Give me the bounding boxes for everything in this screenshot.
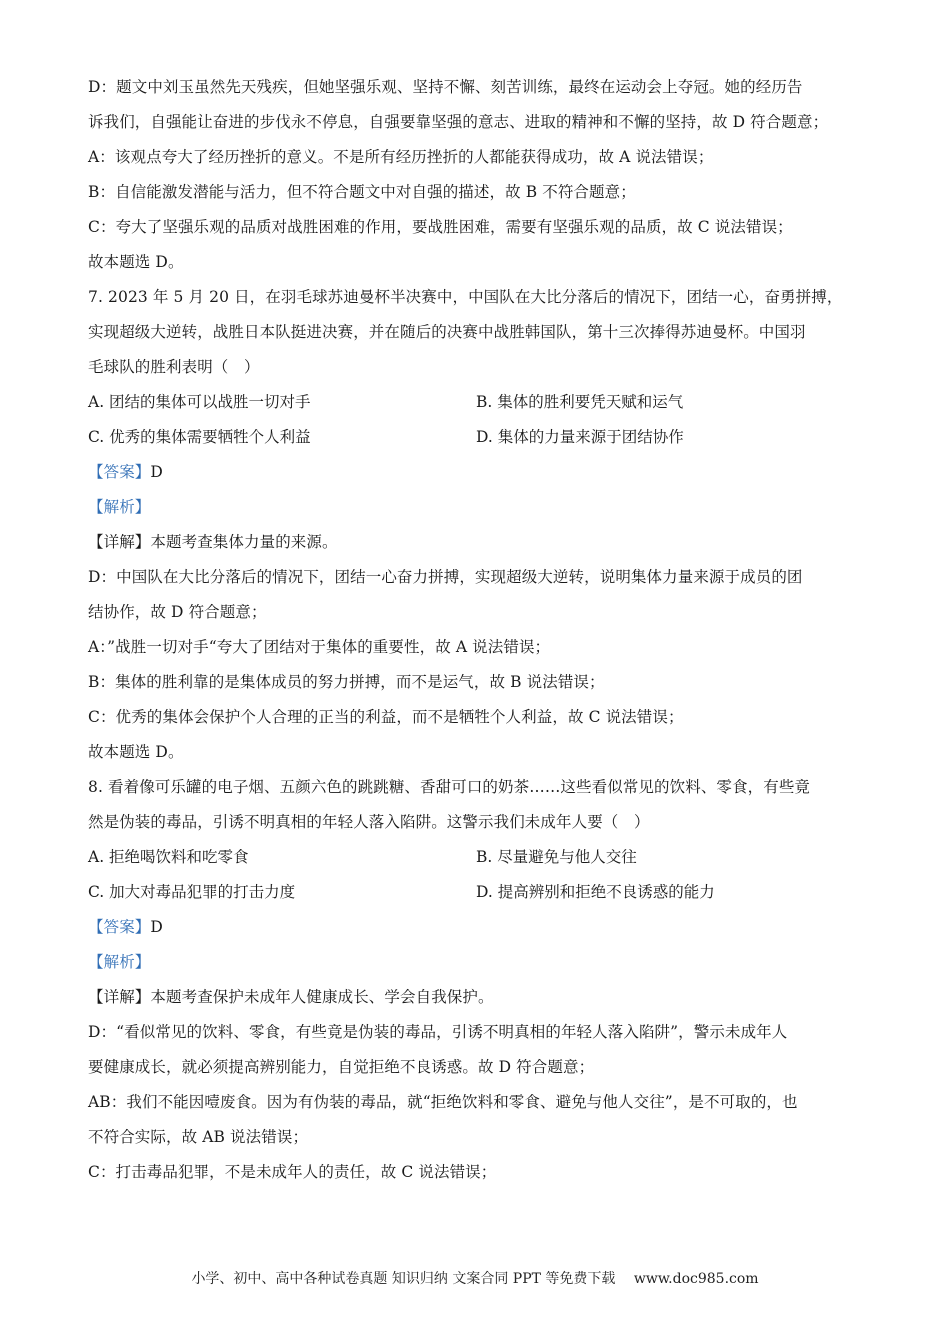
q8-answer <box>88 910 878 945</box>
q7-option-b: B. 集体的胜利要凭天赋和运气 <box>476 393 684 411</box>
q8-analysis-d-line1: D：“看似常见的饮料、零食，有些竟是伪装的毒品，引诱不明真相的年轻人落入陷阱”，警示未成年人 <box>88 1023 788 1041</box>
q8-analysis-ab-line1: AB：我们不能因噎废食。因为有伪装的毒品，就“拒绝饮料和零食、避免与他人交往”，是不可取的，也 <box>88 1093 798 1111</box>
document-page <box>88 70 878 1190</box>
q8-stem-line2: 然是伪装的毒品，引诱不明真相的年轻人落入陷阱。这警示我们未成年人要（ ） <box>88 813 650 831</box>
q8-analysis-d-line2: 要健康成长，就必须提高辨别能力，自觉拒绝不良诱惑。故 D 符合题意； <box>88 1058 595 1076</box>
q6-analysis-b: B：自信能激发潜能与活力，但不符合题文中对自强的描述，故 B 不符合题意； <box>88 183 636 201</box>
q6-analysis-d-line2: 诉我们，自强能让奋进的步伐永不停息，自强要靠坚强的意志、进取的精神和不懈的坚持，故 D 符合题意； <box>88 113 829 131</box>
q7-conclusion: 故本题选 D。 <box>88 743 184 761</box>
analysis-tag: 【解析】 <box>88 498 151 516</box>
q7-options-row2 <box>88 420 878 455</box>
answer-tag: 【答案】 <box>88 918 151 936</box>
q8-options-row1 <box>88 840 878 875</box>
answer-value: D <box>150 918 163 936</box>
q7-stem-line3: 毛球队的胜利表明（ ） <box>88 358 260 376</box>
detail-text: 本题考查保护未成年人健康成长、学会自我保护。 <box>150 988 494 1006</box>
answer-tag: 【答案】 <box>88 463 151 481</box>
q7-analysis-d-line2: 结协作，故 D 符合题意； <box>88 603 267 621</box>
footer-text: 小学、初中、高中各种试卷真题 知识归纳 文案合同 PPT 等免费下载 <box>191 1271 616 1287</box>
q8-stem-line1: 8. 看着像可乐罐的电子烟、五颜六色的跳跳糖、香甜可口的奶茶……这些看似常见的饮料、零食，有些竟 <box>88 778 811 796</box>
q7-option-d: D. 集体的力量来源于团结协作 <box>476 428 684 446</box>
q6-analysis-d-line1: D：题文中刘玉虽然先天残疾，但她坚强乐观、坚持不懈、刻苦训练，最终在运动会上夺冠。她的经历告 <box>88 78 803 96</box>
q7-stem-line1: 7. 2023 年 5 月 20 日，在羽毛球苏迪曼杯半决赛中，中国队在大比分落后的情况下，团结一心，奋勇拼搏， <box>88 288 843 306</box>
answer-value: D <box>150 463 163 481</box>
q7-option-a: A. 团结的集体可以战胜一切对手 <box>88 393 311 411</box>
q7-option-c: C. 优秀的集体需要牺牲个人利益 <box>88 428 311 446</box>
q7-stem-line2: 实现超级大逆转，战胜日本队挺进决赛，并在随后的决赛中战胜韩国队，第十三次捧得苏迪曼杯。中国羽 <box>88 323 806 341</box>
q7-analysis-b: B：集体的胜利靠的是集体成员的努力拼搏，而不是运气，故 B 说法错误； <box>88 673 605 691</box>
q8-option-b: B. 尽量避免与他人交往 <box>476 848 637 866</box>
q8-option-a: A. 拒绝喝饮料和吃零食 <box>88 848 249 866</box>
q7-detail <box>88 525 878 560</box>
detail-tag: 【详解】 <box>88 533 151 551</box>
q6-conclusion: 故本题选 D。 <box>88 253 184 271</box>
q6-analysis-a: A：该观点夸大了经历挫折的意义。不是所有经历挫折的人都能获得成功，故 A 说法错误； <box>88 148 714 166</box>
q7-answer <box>88 455 878 490</box>
q8-analysis-heading <box>88 945 878 980</box>
q6-analysis-c: C：夸大了坚强乐观的品质对战胜困难的作用，要战胜困难，需要有坚强乐观的品质，故 C 说法错误； <box>88 218 793 236</box>
q7-analysis-heading <box>88 490 878 525</box>
q8-detail <box>88 980 878 1015</box>
q7-options-row1 <box>88 385 878 420</box>
analysis-tag: 【解析】 <box>88 953 151 971</box>
detail-text: 本题考查集体力量的来源。 <box>150 533 338 551</box>
q8-options-row2 <box>88 875 878 910</box>
page-footer <box>0 1268 950 1288</box>
footer-link[interactable]: www.doc985.com <box>633 1271 759 1287</box>
q7-analysis-c: C：优秀的集体会保护个人合理的正当的利益，而不是牺牲个人利益，故 C 说法错误； <box>88 708 684 726</box>
detail-tag: 【详解】 <box>88 988 151 1006</box>
q7-analysis-a: A：”战胜一切对手“夸大了团结对于集体的重要性，故 A 说法错误； <box>88 638 551 656</box>
q8-option-c: C. 加大对毒品犯罪的打击力度 <box>88 883 296 901</box>
q8-analysis-ab-line2: 不符合实际，故 AB 说法错误； <box>88 1128 309 1146</box>
q8-option-d: D. 提高辨别和拒绝不良诱惑的能力 <box>476 883 715 901</box>
q8-analysis-c: C：打击毒品犯罪，不是未成年人的责任，故 C 说法错误； <box>88 1163 497 1181</box>
q7-analysis-d-line1: D：中国队在大比分落后的情况下，团结一心奋力拼搏，实现超级大逆转，说明集体力量来源于成员的团 <box>88 568 803 586</box>
